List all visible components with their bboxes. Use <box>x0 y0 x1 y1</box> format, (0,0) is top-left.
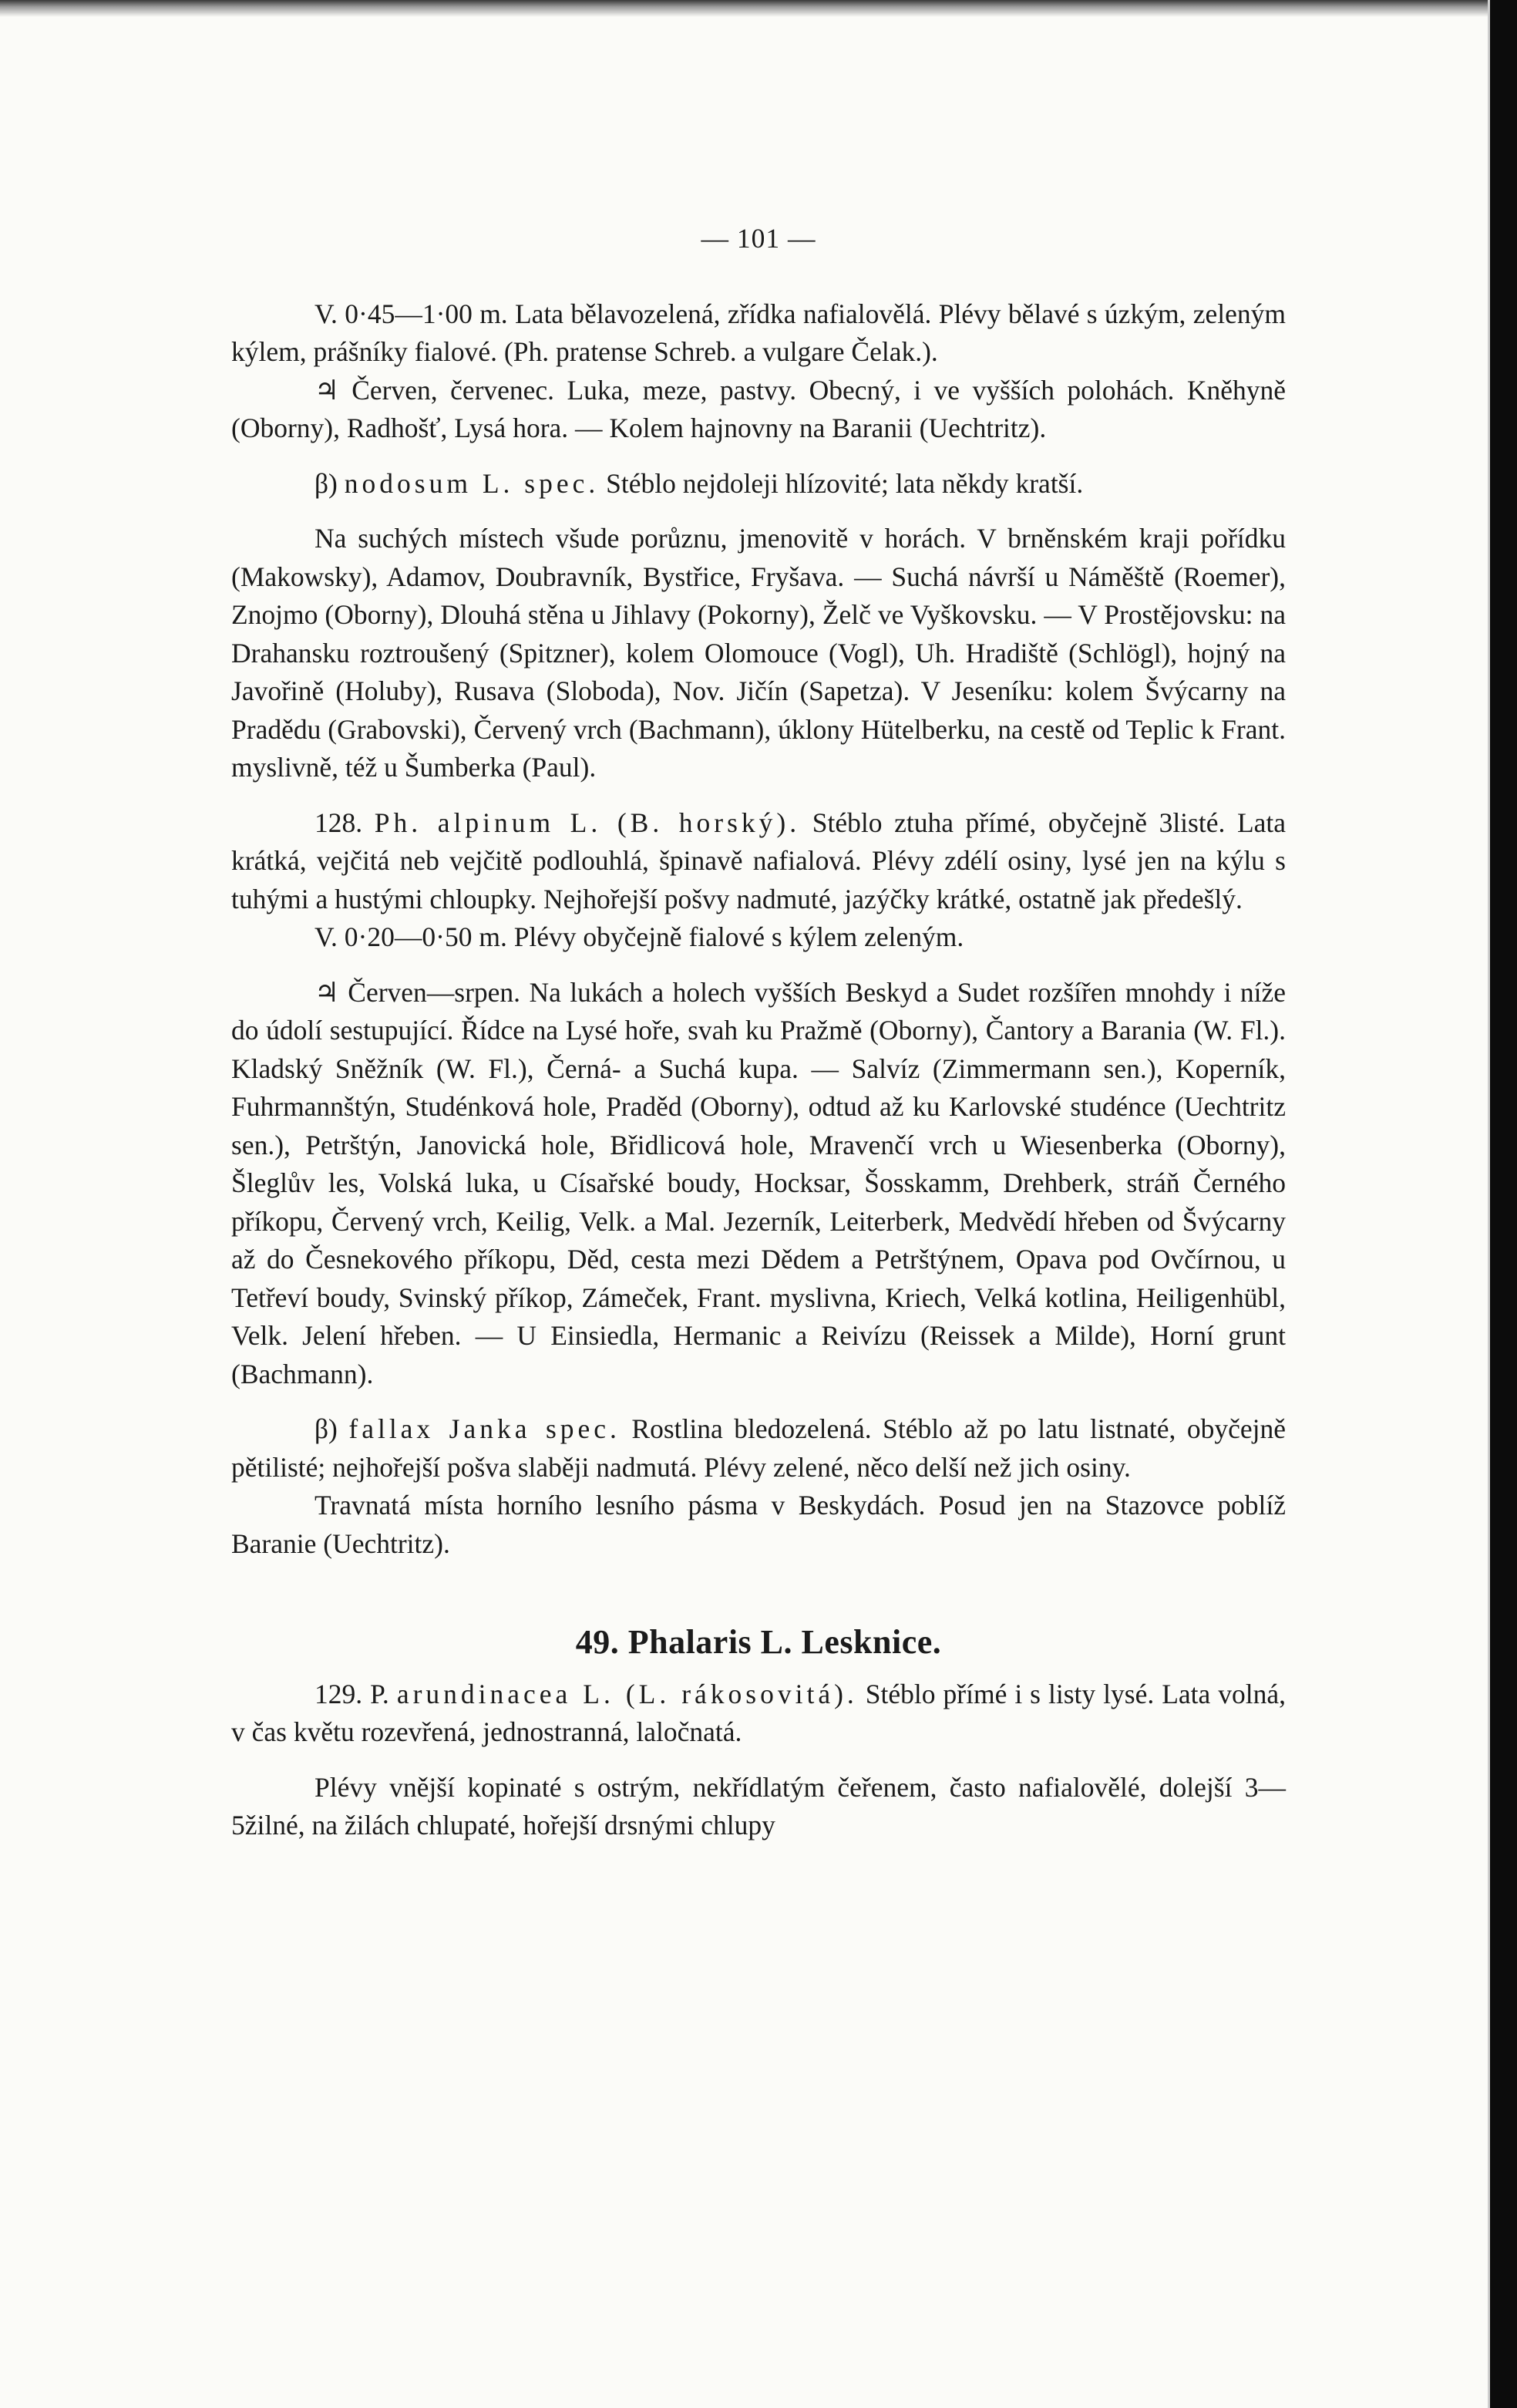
taxon-name: fallax Janka spec. <box>348 1413 621 1444</box>
paragraph: ♃ Červen—srpen. Na lukách a holech vyšších Beskyd a Sudet rozšířen mnohdy i níže do údolí sestupující. Řídce na Lysé hoře, svah ku Pražmě (Oborny), Čantory a Barania (W. Fl.). Kladský Sněžník (W. Fl.), Černá- a Suchá kupa. — Salvíz (Zimmermann sen.), Koperník, Fuhrmannštýn, Studénková hole, Praděd (Oborny), odtud až ku Karlovské studénce (Uechtritz sen.), Petrštýn, Janovická hole, Břidlicová hole, Mravenčí vrch u Wiesenberka (Oborny), Šleglův les, Volská luka, u Císařské boudy, Hocksar, Šosskamm, Drehberk, stráň Černého příkopu, Červený vrch, Keilig, Velk. a Mal. Jezerník, Leiterberk, Medvědí hřeben od Švýcarny až do Česnekového příkopu, Děd, cesta mezi Dědem a Petrštýnem, Opava pod Ovčírnou, u Tetřeví boudy, Svinský příkop, Zámeček, Frant. myslivna, Kriech, Velká kotlina, Heiligenhübl, Velk. Jelení hřeben. — U Einsiedla, Hermanic a Reivízu (Reissek a Milde), Horní grunt (Bachmann). <box>231 976 1286 1389</box>
paragraph: Travnatá místa horního lesního pásma v Beskydách. Posud jen na Stazovce poblíž Baranie (Uechtritz). <box>231 1490 1286 1559</box>
paragraph <box>231 804 1286 919</box>
taxon-name: Ph. alpinum L. (B. horský). <box>374 807 801 838</box>
page-text <box>231 220 1286 1845</box>
description: Stéblo nejdoleji hlízovité; lata někdy kratší. <box>599 467 1084 499</box>
taxon-name: arundinacea L. (L. rákosovitá). <box>396 1678 858 1709</box>
species-number: 128. <box>314 807 375 838</box>
paragraph: V. 0·20—0·50 m. Plévy obyčejně fialové s kýlem zeleným. <box>314 921 964 952</box>
paragraph: Plévy vnější kopinaté s ostrým, nekřídlatým čeřenem, často nafialovělé, dolejší 3—5žilné, na žilách chlupaté, hořejší drsnými chlupy <box>231 1771 1286 1841</box>
description: Stéblo ztuha přímé, obyčejně 3listé. Lata krátká, vejčitá neb vejčitě podlouhlá, špinavě nafialová. Plévy zdélí osiny, lysé jen na kýlu s tuhými a hustými chloupky. Nejhořejší pošvy nadmuté, jazýčky krátké, ostatně jak předešlý. <box>231 807 1287 914</box>
paragraph <box>231 1675 1286 1752</box>
species-number: 129. P. <box>314 1678 397 1709</box>
taxon-name: nodosum L. spec. <box>344 467 600 499</box>
paragraph: V. 0·45—1·00 m. Lata bělavozelená, zřídka nafialovělá. Plévy bělavé s úzkým, zeleným kýlem, prášníky fialové. (Ph. pratense Schreb. a vulgare Čelak.). <box>231 298 1286 367</box>
description: Rostlina bledozelená. Stéblo až po latu listnaté, obyčejně pětilisté; nejhořejší pošva slaběji nadmutá. Plévy zelené, něco delší než jich osiny. <box>231 1413 1287 1483</box>
paragraph: Na suchých místech všude porůznu, jmenovitě v horách. V brněnském kraji pořídku (Makowsky), Adamov, Doubravník, Bystřice, Fryšava. — Suchá návrší u Náměště (Roemer), Znojmo (Oborny), Dlouhá stěna u Jihlavy (Pokorny), Želč ve Vyškovsku. — V Prostějovsku: na Drahansku roztroušený (Spitzner), kolem Olomouce (Vogl), Uh. Hradiště (Schlögl), hojný na Javořině (Holuby), Rusava (Sloboda), Nov. Jičín (Sapetza). V Jeseníku: kolem Švýcarny na Pradědu (Grabovski), Červený vrch (Bachmann), úklony Hütelberku, na cestě od Teplic k Frant. myslivně, též u Šumberka (Paul). <box>231 523 1286 783</box>
page-number: — 101 — <box>701 223 816 254</box>
description: Stéblo přímé i s listy lysé. Lata volná, v čas květu rozevřená, jednostranná, laločnatá. <box>231 1678 1287 1747</box>
paragraph: ♃ Červen, červenec. Luka, meze, pastvy. Obecný, i ve vyšších polohách. Kněhyně (Oborny), Radhošť, Lysá hora. — Kolem hajnovny na Baranii (Uechtritz). <box>231 374 1286 443</box>
paragraph <box>231 1410 1286 1487</box>
genus-heading: 49. Phalaris L. Lesknice. <box>575 1623 942 1661</box>
variety-label: β) <box>314 467 345 499</box>
variety-label: β) <box>314 1413 349 1444</box>
paragraph <box>231 465 1286 503</box>
